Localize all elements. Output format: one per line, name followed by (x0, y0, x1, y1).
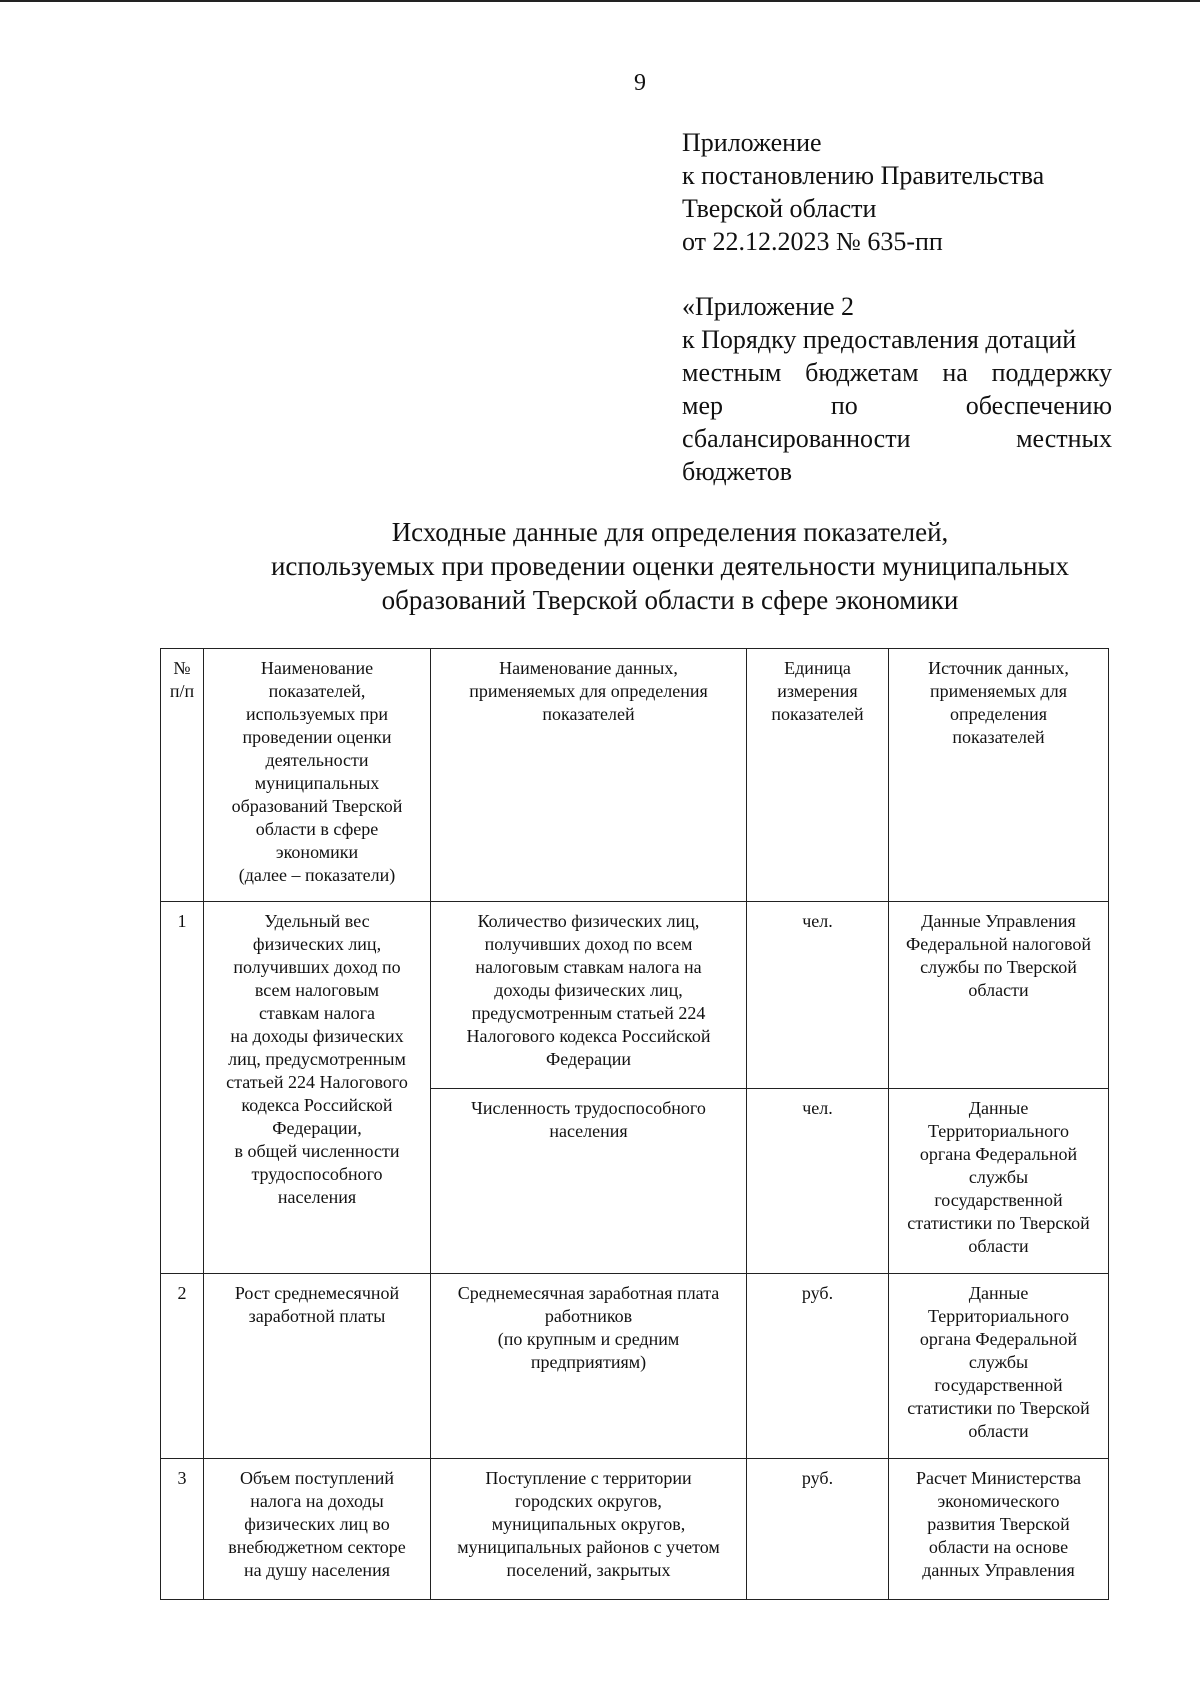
header-cell-source: Источник данных, применяемых для определения показателей (889, 649, 1109, 902)
table-row (161, 902, 1109, 1089)
row-number: 1 (161, 902, 204, 1274)
appendix-line: к постановлению Правительства (682, 161, 1045, 190)
indicator-cell: Рост среднемесячной заработной платы (204, 1274, 431, 1459)
title-line: Исходные данные для определения показателей, (391, 517, 949, 547)
table-header-row (161, 649, 1109, 902)
indicators-table (160, 648, 1109, 1600)
appendix2-line: сбалансированности местных (682, 424, 1112, 453)
source-cell: Данные Территориального органа Федеральной службы государственной статистики по Тверской области (889, 1089, 1109, 1274)
source-cell: Расчет Министерства экономического развития Тверской области на основе данных Управления (889, 1459, 1109, 1600)
row-number: 3 (161, 1459, 204, 1600)
indicator-cell: Объем поступлений налога на доходы физических лиц во внебюджетном секторе на душу населения (204, 1459, 431, 1600)
appendix2-line: «Приложение 2 (682, 292, 855, 321)
title-line: образований Тверской области в сфере экономики (381, 585, 959, 615)
row-number: 2 (161, 1274, 204, 1459)
data-name-cell: Среднемесячная заработная плата работников (по крупным и средним предприятиям) (431, 1274, 747, 1459)
source-cell: Данные Территориального органа Федеральной службы государственной статистики по Тверской области (889, 1274, 1109, 1459)
table-row (161, 1459, 1109, 1600)
appendix-line: Тверской области (682, 194, 877, 223)
appendix2-line: местным бюджетам на поддержку (682, 358, 1112, 387)
header-cell-indicator: Наименование показателей, используемых при проведении оценки деятельности муниципальных образований Тверской области в сфере экономики (далее – показатели) (204, 649, 431, 902)
data-name-cell: Количество физических лиц, получивших доход по всем налоговым ставкам налога на доходы физических лиц, предусмотренным статьей 224 Налогового кодекса Российской Федерации (431, 902, 747, 1089)
top-scan-edge (0, 0, 1200, 2)
unit-cell: чел. (747, 902, 889, 1089)
header-cell-unit: Единица измерения показателей (747, 649, 889, 902)
data-name-cell: Численность трудоспособного населения (431, 1089, 747, 1274)
header-cell-number: № п/п (161, 649, 204, 902)
page-number: 9 (634, 70, 646, 96)
document-title (230, 515, 1110, 617)
unit-cell: руб. (747, 1274, 889, 1459)
appendix-line: Приложение (682, 128, 822, 157)
appendix-header (682, 126, 1112, 258)
appendix2-line: бюджетов (682, 457, 793, 486)
appendix-line: от 22.12.2023 № 635-пп (682, 227, 943, 256)
header-cell-data-name: Наименование данных, применяемых для определения показателей (431, 649, 747, 902)
appendix2-line: к Порядку предоставления дотаций (682, 325, 1077, 354)
source-cell: Данные Управления Федеральной налоговой службы по Тверской области (889, 902, 1109, 1089)
table-row (161, 1274, 1109, 1459)
title-line: используемых при проведении оценки деятельности муниципальных (270, 551, 1070, 581)
appendix2-line: мер по обеспечению (682, 391, 1112, 420)
unit-cell: чел. (747, 1089, 889, 1274)
appendix2-header (682, 290, 1112, 488)
indicator-cell: Удельный вес физических лиц, получивших доход по всем налоговым ставкам налога на доходы физических лиц, предусмотренным статьей 224 Налогового кодекса Российской Федерации, в общей численности трудоспособного населения (204, 902, 431, 1274)
unit-cell: руб. (747, 1459, 889, 1600)
data-name-cell: Поступление с территории городских округов, муниципальных округов, муниципальных районов с учетом поселений, закрытых (431, 1459, 747, 1600)
